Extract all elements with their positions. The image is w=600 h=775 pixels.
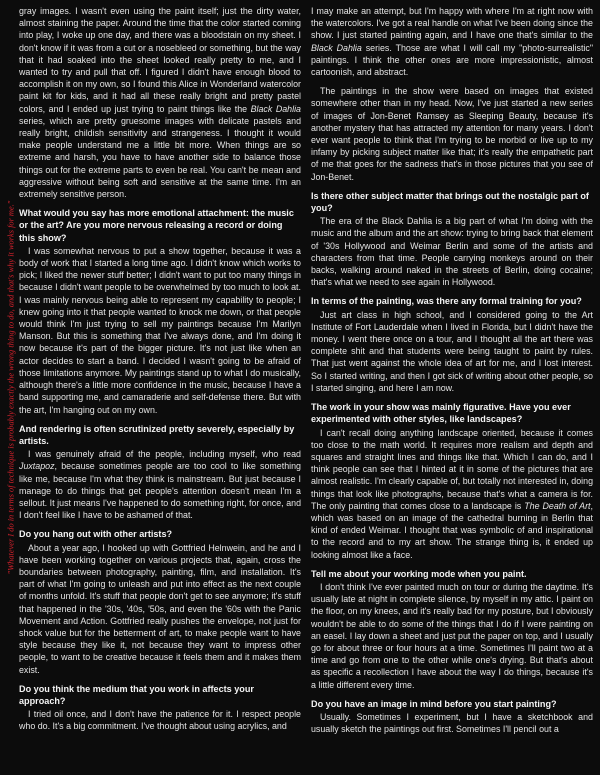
interview-answer: About a year ago, I hooked up with Gottfried Helnwein, and he and I have been working together on various projects that, again, cross the boundaries between photography, painting, film, and installation. It's part of what I'm going to unleash and put into effect as the next couple of months unfold. It's stuff that people don't get to see anymore; it's stuff that happened in the '30s, '40s, '50s, and even the '60s with the Panic Movement and Action. Gottfried really pushes the envelope, not just for shock value but for the betterment of art, to make people want to have style because they like it, not because they want to impress other people, to want to be creative because it feels them and it makes them exist.	[19, 542, 301, 675]
paragraph-text: , which was based on an image of the cathedral burning in Berlin that kind of ended Weimar. I thought that was symbolic of and inspirational to the record and to my art show. The strange thing is, it ended up looking almost like a face.	[311, 500, 593, 560]
interview-question: Do you hang out with other artists?	[19, 529, 173, 540]
paragraph-text: series, which are pretty gruesome images with delicate pastels and really bright, childish sensitivity and strangeness. I thought it would make people understand me a little bit more. When things are so extreme and harsh, you have to have another side to balance those things out for the extreme parts to even be real. You can't be mean and aggressive without being soft and sensitive at the same time. I'm an extremely sensitive person.	[19, 115, 301, 200]
vertical-pull-quote	[4, 0, 17, 775]
interview-question: Do you have an image in mind before you start painting?	[311, 698, 557, 709]
interview-question: Tell me about your working mode when you paint.	[311, 568, 527, 579]
left-column	[19, 5, 301, 773]
interview-question: In terms of the painting, was there any formal training for you?	[311, 296, 582, 307]
interview-answer: I don't think I've ever painted much on tour or during the daytime. It's usually late at night in complete silence, by myself in my attic. I paint on the floor, on my knees, and it's really bad for my posture, but I obviously wouldn't be able to do some of the things that I do if I were painting on an easel. I lay down a sheet and just put the paper on top, and I usually go for about three or four hours at a time. Sometimes I'll paint two at a time and go from one to the other while one's drying. But that's about as specific a recollection I have about the way I do things, because it's a little different every time.	[311, 581, 593, 690]
paragraph	[19, 5, 301, 200]
paragraph-text: I may make an attempt, but I'm happy with where I'm at right now with the watercolors. I've got a real handle on what I've been doing since the show. I just started painting again, and I have one that's similar to the	[311, 6, 593, 41]
italic-title: Black Dahlia	[250, 103, 301, 114]
italic-title: The Death of Art	[524, 500, 591, 511]
paragraph	[311, 5, 593, 78]
right-column	[311, 5, 593, 773]
pull-quote-text: "Whatever I do in terms of technique is probably exactly the wrong thing to do, and that's why it works for me."	[6, 200, 16, 575]
interview-answer: Just art class in high school, and I considered going to the Art Institute of Fort Lauderdale when I lived in Florida, but I didn't have the money. I went there once on a tour, and I thought all the art there was complete shit and that students were being taught to paint by rules. That just went against the whole idea of art for me, and I lost interest. So I started writing, and then I got sick of writing about other people, so I started singing, and here I am now.	[311, 309, 593, 393]
paragraph-text: I can't recall doing anything landscape oriented, because it comes too close to the math world. It requires more realism and depth and squares and straight lines and things like that. Which I can do, and I think people can see that I hinted at it in some of the pictures that are almost realistic. I'm clearly capable of, but totally not interested in, doing things that look like photographs, because that's what a camera is for. The only painting that comes close to a landscape is	[311, 427, 593, 511]
paragraph-text: , because sometimes people are too cool to like something like me, because I'm what they think is mainstream. But just because I manage to do things that get people's attention doesn't mean I'm a sellout. It just means I've happened to do something right, for once, and I don't feel like I have to be ashamed of that.	[19, 461, 301, 521]
interview-question: And rendering is often scrutinized pretty severely, especially by artists.	[19, 423, 295, 446]
italic-title: Black Dahlia	[311, 42, 362, 53]
interview-answer: Usually. Sometimes I experiment, but I have a sketchbook and usually sketch the paintings out first. Sometimes I'll pencil out a	[311, 711, 593, 735]
interview-answer: I was somewhat nervous to put a show together, because it was a body of work that I started a long time ago. I didn't know which works to pick; I liked the newer stuff better; I didn't want to put too many things in because I didn't want people to be overwhelmed by too much to look at. I was mainly nervous being able to represent my capability to people; I knew going into it that people wanted to knock me down, or that people would think I'm just trying to sell my paintings because I'm Marilyn Manson. But this is something that I've always done, and I'm doing it now because it's part of the bigger picture. It's not just like when an actor decides to start a band. I decided I wasn't going to be afraid of those limitations anymore. My paintings stand up to what I do musically, although there's a little more confidence in the music, because I have a band supporting me, and camaraderie and self-defense there. But with the art, I'm hanging out on my own.	[19, 245, 301, 415]
interview-answer	[311, 427, 593, 561]
interview-question: Is there other subject matter that brings out the nostalgic part of you?	[311, 190, 589, 214]
interview-question: Do you think the medium that you work in affects your approach?	[19, 683, 254, 706]
interview-answer: I tried oil once, and I don't have the patience for it. I respect people who do. It's a big commitment. I've thought about using acrylics, and	[19, 709, 301, 732]
italic-title: Juxtapoz	[19, 461, 55, 472]
interview-question: The work in your show was mainly figurative. Have you ever experimented with other styles, like landscapes?	[311, 402, 571, 425]
interview-question: What would you say has more emotional attachment: the music or the art? Are you more nervous releasing a record or doing this show?	[19, 208, 294, 243]
paragraph-text: gray images. I wasn't even using the paint itself; just the dirty water, almost staining the paper. Around the time that the color started coming into play, I woke up one day, and there was a bloodstain on my sheet. I don't know if it was from a cut or a nosebleed or something, but the way that it had soaked into the sheet looked really pretty to me, and I wanted to try and pull that off. I figured I didn't have enough blood to accomplish it on my own, so I found this Alice in Wonderland watercolor paint kit for kids, and it had all these really bright and pretty pastel colors, and I ended up just trying to paint things like the	[19, 6, 301, 114]
interview-answer: The era of the Black Dahlia is a big part of what I'm doing with the music and the album and the art show: trying to bring back that element of '30s Hollywood and Weimar Berlin and some of the artists and characters from that time. People carrying monkeys around on their backs, walking around naked in the streets of Berlin, doing cocaine; that's what we need to see again in Hollywood.	[311, 216, 593, 288]
interview-answer	[19, 448, 301, 521]
paragraph-text: I was genuinely afraid of the people, including myself, who read	[28, 449, 301, 460]
paragraph: The paintings in the show were based on images that existed somewhere other than in my head. Now, I've just started a new series of images of Jon-Benet Ramsey as Sleeping Beauty, because it's another mystery that has attracted my attention for many years. I don't ever want people to think that I'm trying to be morbid or live up to my infamy by picking subject matter like that; it's really the empathetic part of me that goes for the sadness that's in those pictures that you see of Jon-Benet.	[311, 86, 593, 182]
paragraph-text: series. Those are what I will call my "photo-surrealistic" paintings. I think the other ones are more impressionistic, almost cartoonish, and abstract.	[311, 42, 593, 78]
